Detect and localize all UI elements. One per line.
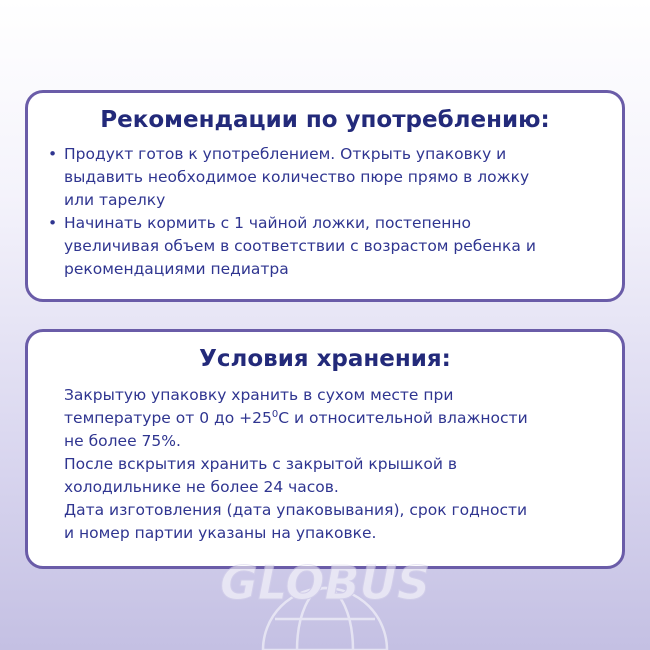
bullet-icon: • bbox=[48, 145, 58, 163]
storage-line: После вскрытия хранить с закрытой крышкой в bbox=[64, 455, 458, 473]
list-item bbox=[46, 212, 604, 281]
storage-line-part: температуре от 0 до +25 bbox=[64, 409, 272, 427]
storage-line: не более 75%. bbox=[64, 432, 181, 450]
storage-line: Закрытую упаковку хранить в сухом месте при bbox=[64, 386, 454, 404]
storage-line: Дата изготовления (дата упаковывания), срок годности bbox=[64, 501, 528, 519]
watermark-text: GLOBUS bbox=[219, 556, 431, 610]
recommendations-list bbox=[46, 143, 604, 281]
list-item-line: рекомендациями педиатра bbox=[64, 260, 289, 278]
degree-mark: 0 bbox=[271, 408, 279, 420]
list-item-line: Начинать кормить с 1 чайной ложки, постепенно bbox=[64, 214, 472, 232]
bullet-icon: • bbox=[48, 214, 58, 232]
storage-line-part: С и относительной влажности bbox=[278, 409, 528, 427]
recommendations-card bbox=[25, 90, 625, 302]
list-item-line: или тарелку bbox=[64, 191, 166, 209]
list-item-line: увеличивая объем в соответствии с возрастом ребенка и bbox=[64, 237, 536, 255]
storage-title: Условия хранения: bbox=[199, 346, 451, 372]
storage-line: холодильнике не более 24 часов. bbox=[64, 478, 339, 496]
storage-line-temperature bbox=[64, 407, 604, 430]
list-item-line: Продукт готов к употреблением. Открыть упаковку и bbox=[64, 145, 507, 163]
recommendations-title: Рекомендации по употреблению: bbox=[100, 107, 550, 133]
globus-watermark-logo bbox=[212, 555, 438, 650]
list-item-line: выдавить необходимое количество пюре прямо в ложку bbox=[64, 168, 530, 186]
list-item bbox=[46, 143, 604, 212]
storage-text bbox=[64, 384, 604, 545]
storage-card bbox=[25, 329, 625, 569]
storage-line: и номер партии указаны на упаковке. bbox=[64, 524, 377, 542]
